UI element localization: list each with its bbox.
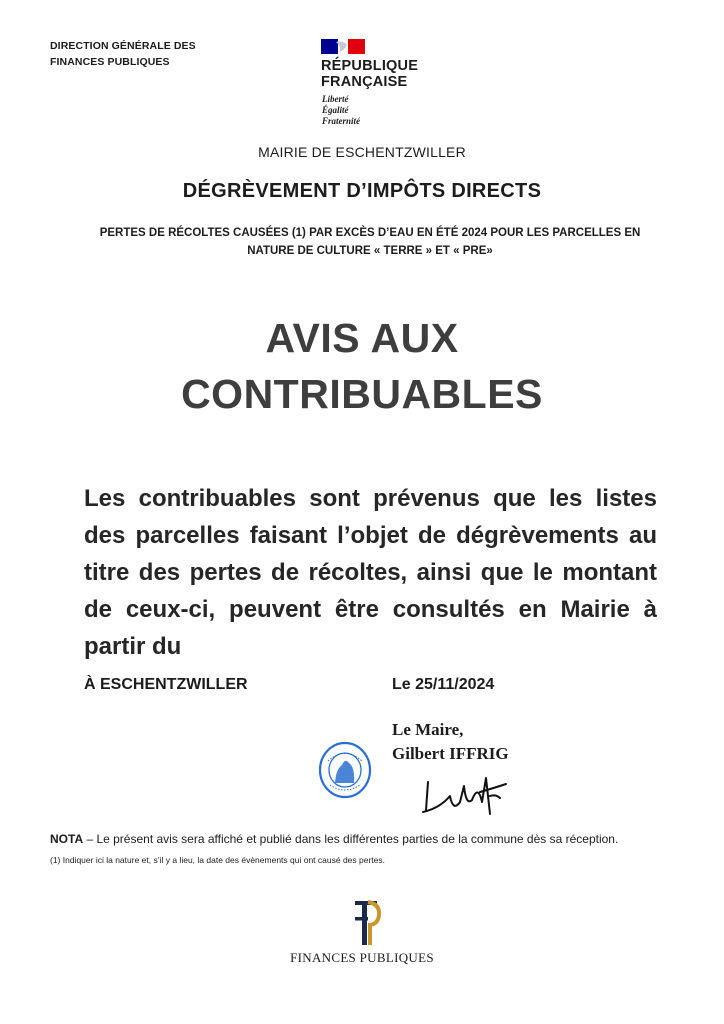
mairie-name: MAIRIE DE ESCHENTZWILLER [258, 144, 466, 160]
finances-publiques-brand: FINANCES PUBLIQUES [290, 950, 434, 965]
republic-line-1: RÉPUBLIQUE [321, 58, 419, 74]
notice-date: Le 25/11/2024 [392, 676, 495, 693]
nota [50, 832, 618, 846]
notice-body: Les contribuables sont prévenus que les listes des parcelles faisant l’objet de dégrèvements au titre des pertes de récoltes, ainsi que le montant de ceux-ci, peuvent être consultés en Mairie à partir du [84, 485, 657, 660]
republic-line-2: FRANÇAISE [321, 74, 408, 90]
motto-liberte: Liberté [322, 94, 349, 104]
avis-line-2: CONTRIBUABLES [181, 371, 543, 417]
republic-motto [322, 94, 360, 127]
signatory-title: Le Maire, [392, 720, 464, 739]
motto-fraternite: Fraternité [322, 116, 361, 126]
footnote: (1) Indiquer ici la nature et, s’il y a lieu, la date des évènements qui ont causé des pertes. [50, 855, 385, 865]
avis-heading [0, 310, 724, 422]
nota-label: NOTA [50, 832, 84, 846]
document-subtitle [90, 224, 650, 260]
mayor-signature [420, 772, 512, 820]
avis-line-1: AVIS AUX [265, 315, 459, 361]
signatory [392, 718, 509, 766]
signatory-name: Gilbert IFFRIG [392, 744, 509, 763]
dgfip-line-1: DIRECTION GÉNÉRALE DES [50, 40, 196, 52]
mairie-stamp [318, 741, 372, 799]
subtitle-line-1: PERTES DE RÉCOLTES CAUSÉES (1) PAR EXCÈS D’EAU EN ÉTÉ 2024 POUR LES PARCELLES EN [99, 227, 641, 239]
document-title: DÉGRÈVEMENT D’IMPÔTS DIRECTS [182, 180, 542, 202]
republique-francaise [321, 58, 418, 90]
marianne-logo [321, 39, 365, 54]
dgfip-header [50, 38, 196, 70]
subtitle-line-2: NATURE DE CULTURE « TERRE » ET « PRE» [247, 245, 493, 257]
motto-egalite: Égalité [322, 105, 349, 115]
dgfip-line-2: FINANCES PUBLIQUES [50, 56, 170, 68]
place: À ESCHENTZWILLER [84, 676, 248, 693]
nota-text: – Le présent avis sera affiché et publié dans les différentes parties de la commune dès sa réception. [83, 832, 619, 846]
finances-publiques-logo [346, 893, 386, 949]
